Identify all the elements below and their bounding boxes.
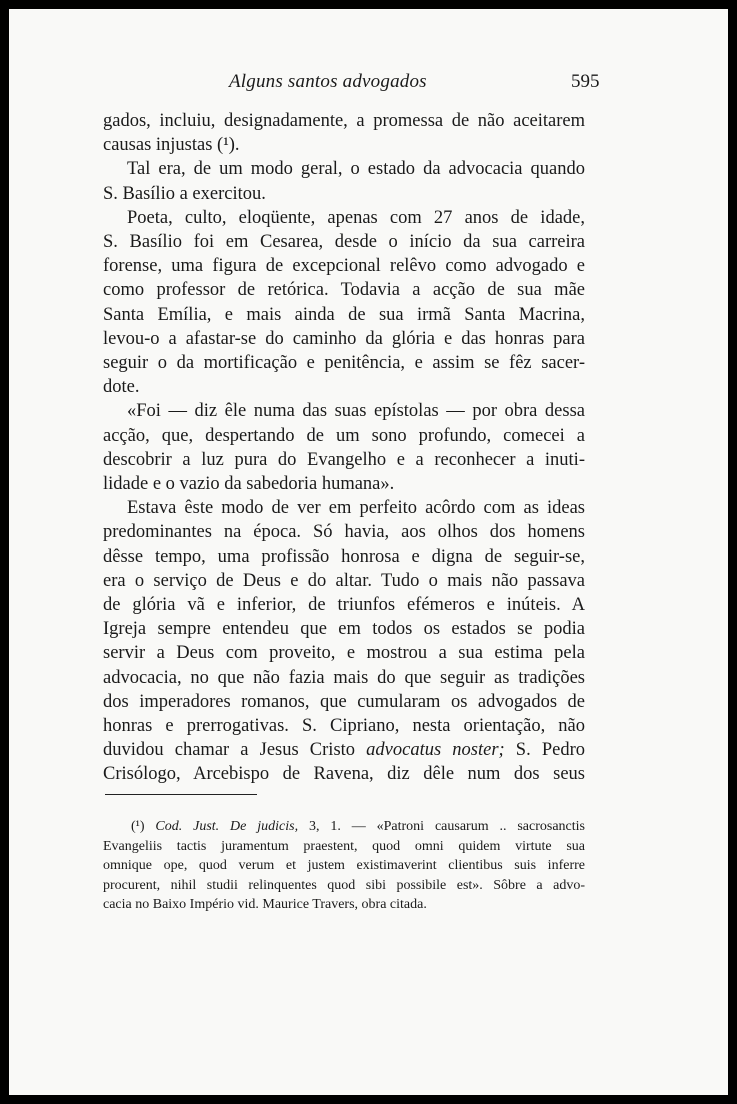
- text-line: Tal era, de um modo geral, o estado da advocacia quando: [127, 159, 585, 180]
- footnote-line: Evangeliis tactis juramentum praestent, quod omni quidem virtute sua: [103, 838, 585, 854]
- text-line: lidade e o vazio da sabedoria humana».: [103, 474, 395, 495]
- running-title: Alguns santos advogados: [229, 71, 427, 92]
- footnote-line: omnique ope, quod verum et justem existimaverint clientibus suis inferre: [103, 858, 585, 874]
- footnote-1: [103, 817, 585, 915]
- text-line: era o serviço de Deus e do altar. Tudo o mais não passava: [103, 570, 585, 591]
- text-line: Estava êste modo de ver em perfeito acôrdo com as ideas: [127, 498, 585, 519]
- text-line: dêsse tempo, uma profissão honrosa e digna de seguir-se,: [103, 546, 585, 567]
- text-line: S. Basílio a exercitou.: [103, 183, 266, 204]
- text-line: dote.: [103, 377, 140, 398]
- footnote-marker: (¹): [131, 819, 156, 834]
- page-header: [9, 71, 728, 95]
- text-line: causas injustas (¹).: [103, 135, 240, 156]
- text-line: predominantes na época. Só havia, aos olhos dos homens: [103, 522, 585, 543]
- text-line-with-italic: [103, 738, 585, 762]
- footnote-source: Cod. Just. De judicis,: [155, 819, 299, 834]
- main-text: [103, 109, 585, 787]
- paragraph-3: [103, 206, 585, 400]
- text-line: acção, que, despertando de um sono profundo, comecei a: [103, 425, 585, 446]
- paragraph-5: [103, 496, 585, 786]
- footnote-line: [103, 817, 585, 837]
- paragraph-1: [103, 109, 585, 157]
- text-line: S. Basílio foi em Cesarea, desde o início da sua carreira: [103, 232, 585, 253]
- book-page: [9, 9, 728, 1095]
- text-line: de glória vã e inferior, de triunfos efémeros e inúteis. A: [103, 595, 585, 616]
- page-number: 595: [571, 71, 600, 92]
- text-line: dos imperadores romanos, que cumularam os advogados de: [103, 691, 585, 712]
- text-segment: duvidou chamar a Jesus Cristo: [103, 740, 367, 761]
- footnote-line: cacia no Baixo Império vid. Maurice Travers, obra citada.: [103, 897, 427, 913]
- text-line: forense, uma figura de excepcional relêvo como advogado e: [103, 256, 585, 277]
- text-line: Igreja sempre entendeu que em todos os estados se podia: [103, 619, 585, 640]
- text-line: advocacia, no que não fazia mais do que seguir as tradições: [103, 667, 585, 688]
- footnote-divider: [105, 794, 257, 795]
- text-line: seguir o da mortificação e penitência, e assim se fêz sacer-: [103, 353, 585, 374]
- footnote-line: procurent, nihil studii relinquentes quod sibi possibile est». Sôbre a advo-: [103, 877, 585, 893]
- text-line: Santa Emília, e mais ainda de sua irmã Santa Macrina,: [103, 304, 585, 325]
- paragraph-2: [103, 157, 585, 205]
- text-line: «Foi — diz êle numa das suas epístolas — por obra dessa: [127, 401, 585, 422]
- text-segment: S. Pedro: [504, 740, 585, 761]
- latin-phrase: advocatus noster;: [366, 740, 505, 761]
- paragraph-4: [103, 399, 585, 496]
- footnote-text: 3, 1. — «Patroni causarum .. sacrosanctis: [298, 819, 585, 834]
- text-line: descobrir a luz pura do Evangelho e a reconhecer a inuti-: [103, 449, 585, 470]
- text-line: como professor de retórica. Todavia a acção de sua mãe: [103, 280, 585, 301]
- text-line: Crisólogo, Arcebispo de Ravena, diz dêle num dos seus: [103, 764, 585, 785]
- text-line: honras e prerrogativas. S. Cipriano, nesta orientação, não: [103, 716, 585, 737]
- text-line: gados, incluiu, designadamente, a promessa de não aceitarem: [103, 111, 585, 131]
- text-line: servir a Deus com proveito, e mostrou a sua estima pela: [103, 643, 585, 664]
- text-line: levou-o a afastar-se do caminho da glória e das honras para: [103, 328, 585, 349]
- text-line: Poeta, culto, eloqüente, apenas com 27 anos de idade,: [127, 207, 585, 228]
